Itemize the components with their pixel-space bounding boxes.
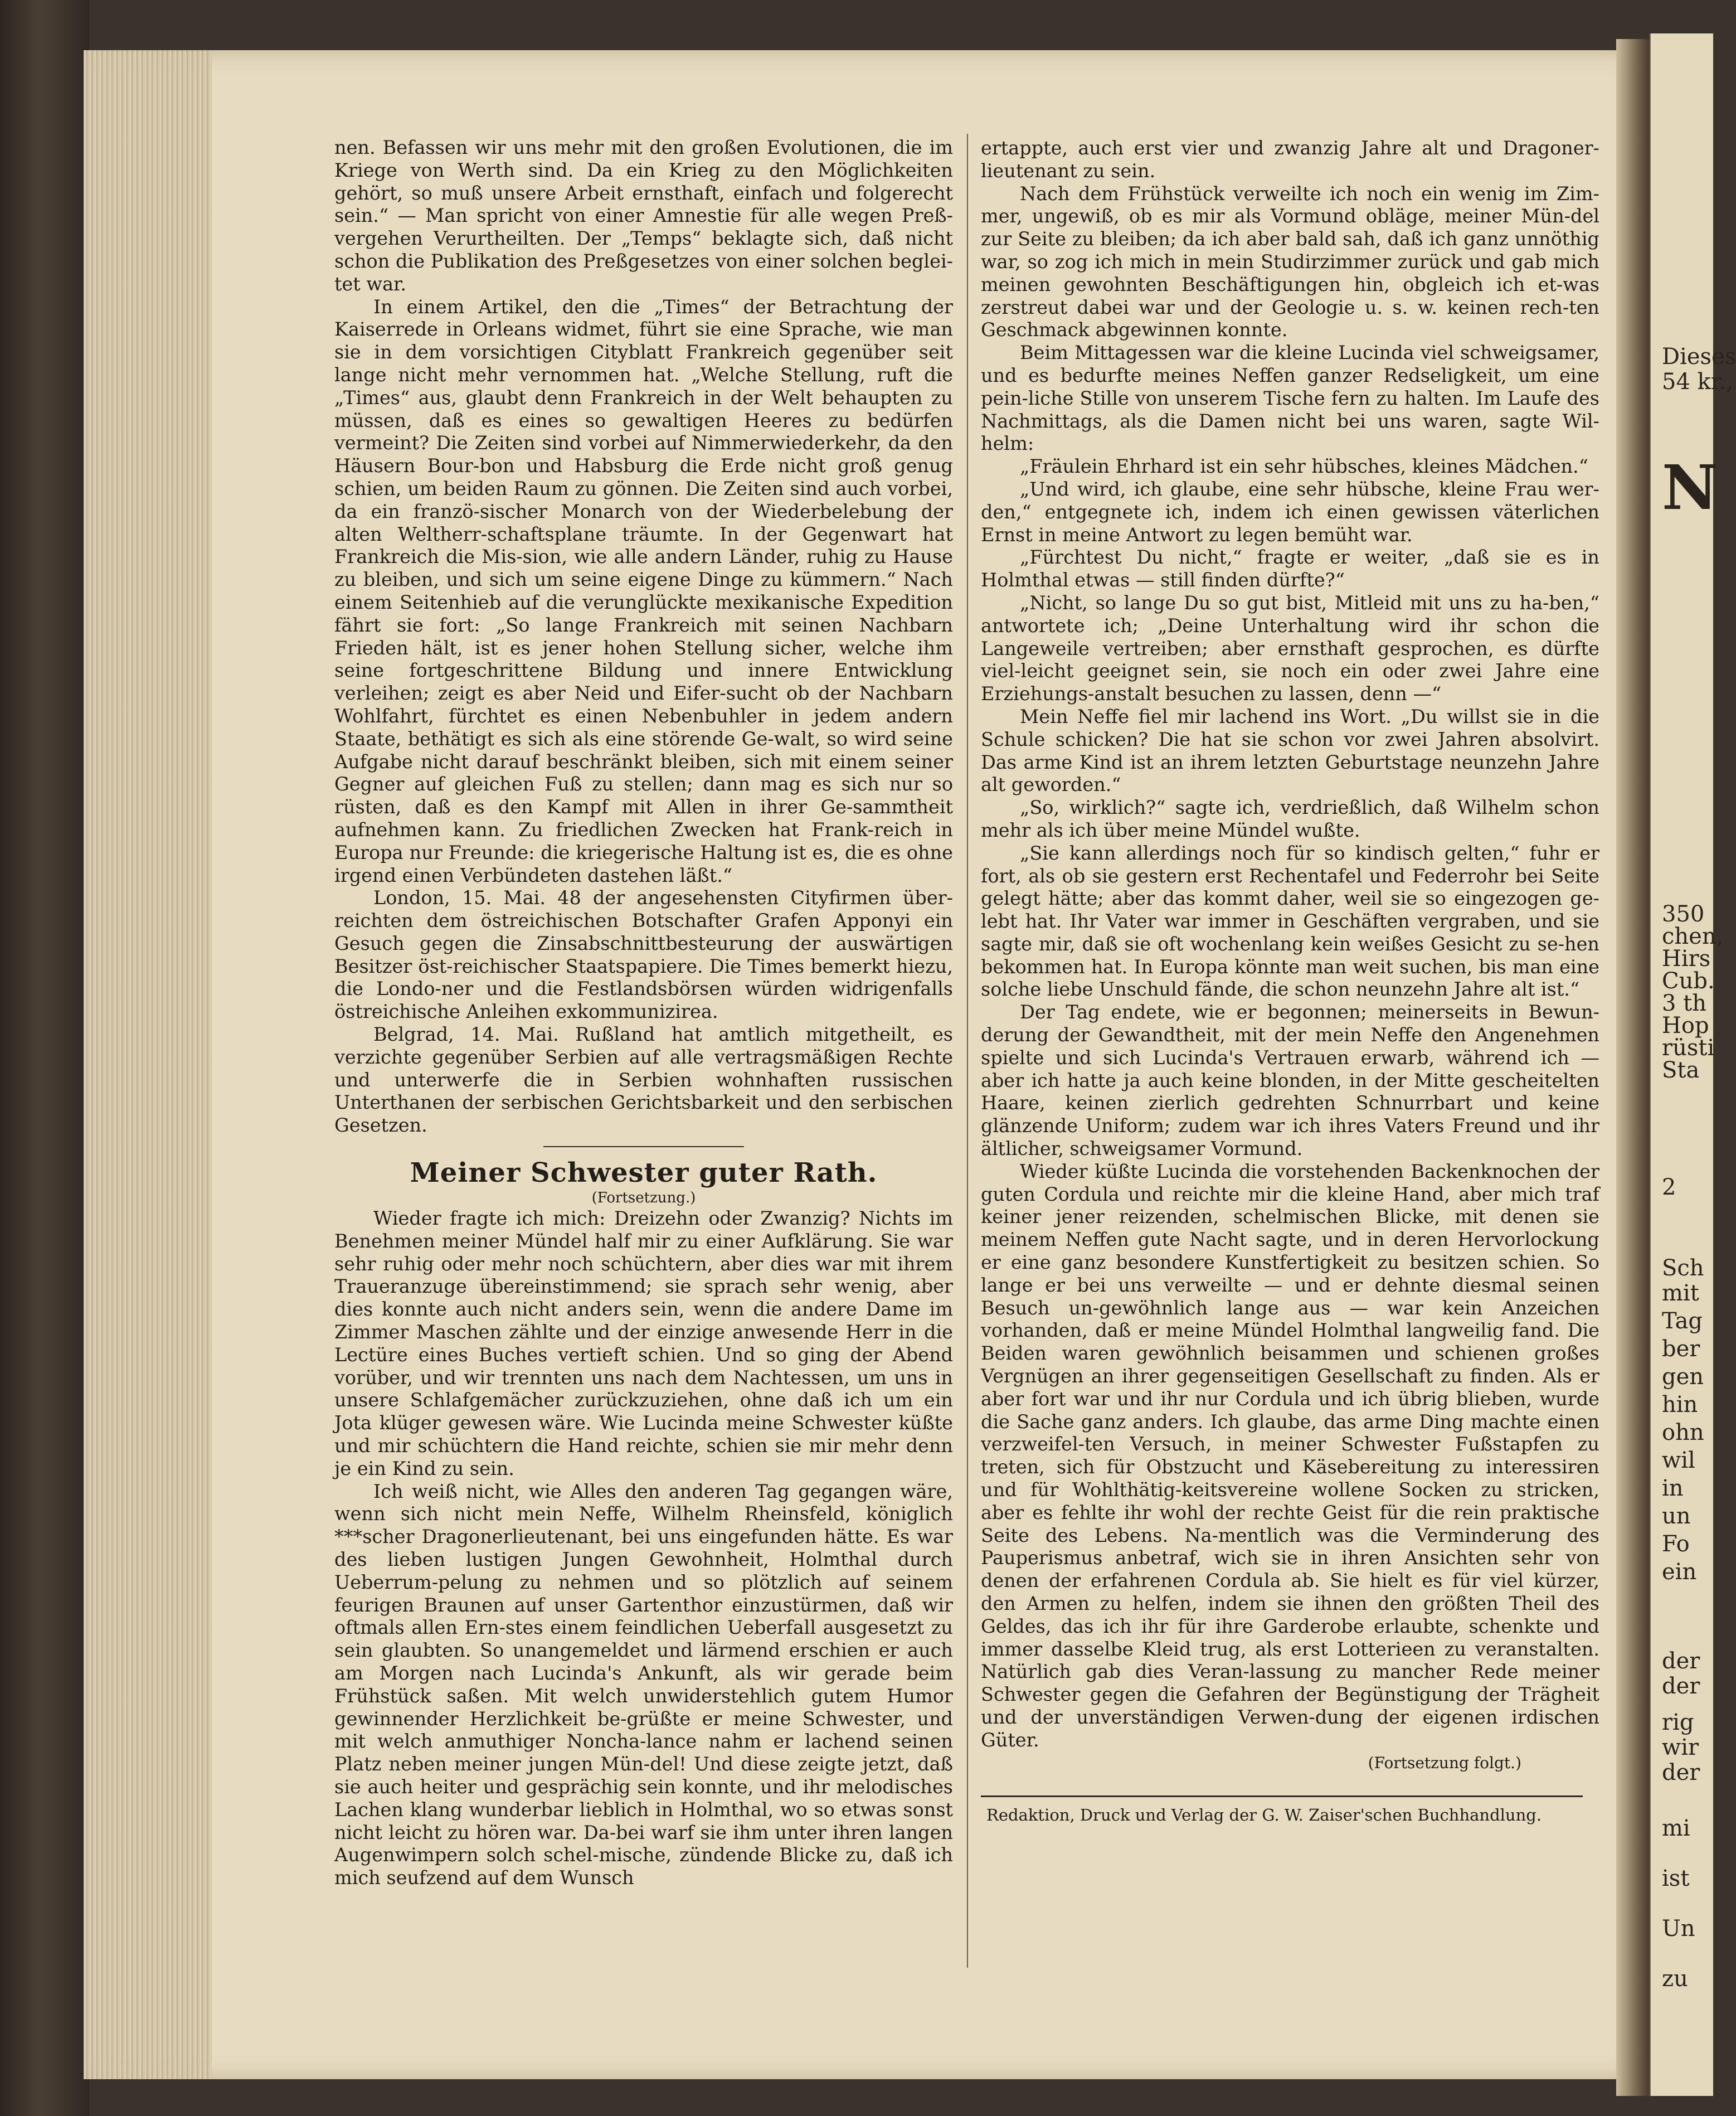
adjacent-page-fragment: Sta (1662, 1057, 1700, 1083)
story-paragraph: Mein Neffe fiel mir lachend ins Wort. „Du willst sie in die Schule schicken? Die hat sie schon vor zwei Jahren absolvirt. Das arme Kind ist an ihrem letzten Geburtstage neunzehn Jahre alt geworden.“ (981, 705, 1599, 796)
adjacent-page-fragment: Un (1662, 1916, 1695, 1942)
book-binding (0, 0, 89, 2116)
adjacent-page-fragment: der (1662, 1673, 1700, 1699)
continued-note: (Fortsetzung folgt.) (1368, 1753, 1521, 1772)
adjacent-page-fragment: un (1662, 1503, 1691, 1529)
adjacent-page-fragment: wil (1662, 1448, 1695, 1473)
adjacent-page-fragment: Cub. (1662, 968, 1715, 994)
adjacent-page-fragment: ist (1662, 1866, 1690, 1891)
story-paragraph: „Nicht, so lange Du so gut bist, Mitleid mit uns zu ha-ben,“ antwortete ich; „Deine Unterhaltung wird ihr schon die Langeweile vertreiben; aber ernsthaft gesprochen, es dürfte viel-leicht geeignet sein, sie noch ein oder zwei Jahre eine Erziehungs-anstalt besuchen zu lassen, denn —“ (981, 591, 1599, 705)
story-paragraph: „Fürchtest Du nicht,“ fragte er weiter, „daß sie es in Holmthal etwas — still finden dürfte?“ (981, 546, 1599, 591)
column-rule (967, 134, 968, 1968)
adjacent-page-fragment: Tag (1662, 1308, 1703, 1334)
story-paragraph: „Sie kann allerdings noch für so kindisch gelten,“ fuhr er fort, als ob sie gestern erst Rechentafel und Federrohr bei Seite gelegt hätte; aber das kommt daher, weil sie so eingezogen ge-lebt hat. Ihr Vater war immer in Geschäften vergraben, und sie sagte mir, daß sie oft wochenlang kein weißes Gesicht zu se-hen bekommen hat. In Europa könnte man weit suchen, bis man eine solche liebe Unschuld fände, die schon neunzehn Jahre alt ist.“ (981, 842, 1599, 1001)
story-paragraph: Der Tag endete, wie er begonnen; meinerseits in Bewun-derung der Gewandtheit, mit der mein Neffe den Angenehmen spielte und sich Lucinda's Vertrauen erwarb, während ich — aber ich hatte ja auch keine blonden, in der Mitte gescheitelten Haare, keinen zierlich gedrehten Schnurrbart und keine glänzende Uniform; zudem war ich ihres Vaters Freund und ihr ältlicher, schweigsamer Vormund. (981, 1001, 1599, 1160)
adjacent-page-fragment: wir (1662, 1735, 1699, 1760)
adjacent-page-fragment: 3 th (1662, 991, 1706, 1016)
adjacent-page-fragment: der (1662, 1760, 1700, 1785)
adjacent-page-fragment: N (1662, 452, 1718, 523)
news-paragraph: In einem Artikel, den die „Times“ der Betrachtung der Kaiserrede in Orleans widmet, führt sie eine Sprache, wie man sie in dem vorsichtigen Cityblatt Frankreich gegenüber seit lange nicht mehr vernommen hat. „Welche Stellung, ruft die „Times“ aus, glaubt denn Frankreich in der Welt behaupten zu müssen, daß es eines so gewaltigen Heeres zu bedürfen vermeint? Die Zeiten sind vorbei auf Nimmerwiederkehr, da den Häusern Bour-bon und Habsburg die Erde nicht groß genug schien, um beiden Raum zu gönnen. Die Zeiten sind auch vorbei, da ein franzö-sischer Monarch von der Wiederbelebung der alten Weltherr-schaftsplane träumte. In der Gegenwart hat Frankreich die Mis-sion, wie alle andern Länder, ruhig zu Hause zu bleiben, und sich um seine eigene Dinge zu kümmern.“ Nach einem Seitenhieb auf die verunglückte mexikanische Expedition fährt sie fort: „So lange Frankreich mit seinen Nachbarn Frieden hält, ist es jener hohen Stellung sicher, welche ihm seine fortgeschrittene Bildung und innere Entwicklung verleihen; zeigt es aber Neid und Eifer-sucht ob der Nachbarn Wohlfahrt, fürchtet es einen Nebenbuhler in jedem andern Staate, bethätigt es sich als eine störende Ge-walt, so wird seine Aufgabe nicht darauf beschränkt bleiben, sich mit einem seiner Gegner auf gleichen Fuß zu stellen; dann mag es sich nur so rüsten, daß es den Kampf mit Allen in ihrer Ge-sammtheit aufnehmen kann. Zu friedlichen Zwecken hat Frank-reich in Europa nur Freunde: die kriegerische Haltung ist es, die es ohne irgend einen Verbündeten dastehen läßt.“ (334, 295, 953, 886)
adjacent-page-fragment: ein (1662, 1559, 1697, 1585)
adjacent-page-fragment: ohn (1662, 1420, 1704, 1445)
story-paragraph: Wieder küßte Lucinda die vorstehenden Backenknochen der guten Cordula und reichte mir die kleine Hand, aber mich traf keiner jener reizenden, schelmischen Blicke, mit denen sie meinem Neffen gute Nacht sagte, und in deren Hervorlockung er eine ganz besondere Kunstfertigkeit zu besitzen schien. So lange er bei uns verweilte — und er dehnte diesmal seinen Besuch un-gewöhnlich lange aus — war kein Anzeichen vorhanden, daß er meine Mündel Holmthal langweilig fand. Die Beiden waren gewöhnlich beisammen und schienen großes Vergnügen an ihrer gegenseitigen Gesellschaft zu finden. Als er aber fort war und ihr nur Cordula und ich übrig blieben, wurde die Sache ganz anders. Ich glaube, das arme Ding machte einen verzweifel-ten Versuch, in meiner Schwester Fußstapfen zu treten, sich für Obstzucht und Käsebereitung zu interessiren und für Wohlthätig-keitsvereine wollene Socken zu stricken, aber es fehlte ihr wohl der rechte Geist für die rein praktische Seite des Lebens. Na-mentlich was die Verminderung des Pauperismus anbetraf, wich sie in ihren Ansichten sehr von denen der erfahrenen Cordula ab. Sie hielt es für viel kürzer, den Armen zu helfen, indem sie ihnen den größten Theil des Geldes, das ich ihr für ihre Garderobe erlaubte, schenkte und immer dasselbe Kleid trug, als erst Lotterieen zu veranstalten. Natürlich gab dies Veran-lassung zu mancher Rede meiner Schwester gegen die Gefahren der Begünstigung der Trägheit und der unverständigen Verwen-dung der eigenen irdischen Güter. (981, 1160, 1599, 1751)
adjacent-page-fragment: Hop (1662, 1013, 1709, 1038)
story-paragraph: Nach dem Frühstück verweilte ich noch ein wenig im Zim-mer, ungewiß, ob es mir als Vormund obläge, meiner Mün-del zur Seite zu bleiben; da ich aber bald sah, daß ich ganz unnöthig war, so zog ich mich in mein Studirzimmer zurück und gab mich meinen gewohnten Beschäftigungen hin, obgleich ich et-was zerstreut dabei war und der Geologie u. s. w. keinen rech-ten Geschmack abgewinnen konnte. (981, 182, 1599, 341)
story-paragraph: „Und wird, ich glaube, eine sehr hübsche, kleine Frau wer-den,“ entgegnete ich, indem ich einen gewissen väterlichen Ernst in meine Antwort zu legen bemüht war. (981, 478, 1599, 546)
adjacent-page-fragment: zu (1662, 1966, 1688, 1992)
adjacent-page-fragment: Fo (1662, 1531, 1690, 1557)
news-paragraph-belgrad: Belgrad, 14. Mai. Rußland hat amtlich mitgetheilt, es verzichte gegenüber Serbien auf alle vertragsmäßigen Rechte und unterwerfe die in Serbien wohnhaften russischen Unterthanen der serbischen Gerichtsbarkeit und den serbischen Gesetzen. (334, 1023, 953, 1137)
story-paragraph: Ich weiß nicht, wie Alles den anderen Tag gegangen wäre, wenn sich nicht mein Neffe, Wilhelm Rheinsfeld, königlich ***scher Dragonerlieutenant, bei uns eingefunden hätte. Es war des lieben lustigen Jungen Gewohnheit, Holmthal durch Ueberrum-pelung zu nehmen und so plötzlich auf seinem feurigen Braunen auf unser Gartenthor einzustürmen, daß wir oftmals allen Ern-stes einem feindlichen Ueberfall ausgesetzt zu sein glaubten. So unangemeldet und lärmend erschien er auch am Morgen nach Lucinda's Ankunft, als wir gerade beim Frühstück saßen. Mit welch unwiderstehlich gutem Humor gewinnender Herzlichkeit be-grüßte er meine Schwester, und mit welch anmuthiger Noncha-lance nahm er lachend seinen Platz neben meiner jungen Mün-del! Und diese zeigte jetzt, daß sie auch heiter und gesprächig sein konnte, und ihr melodisches Lachen klang wunderbar lieblich in Holmthal, wo so etwas sonst nicht leicht zu hören war. Da-bei warf sie ihm unter ihren langen Augenwimpern solch schel-mische, zündende Blicke zu, daß ich mich seufzend auf dem Wunsch (334, 1480, 953, 1889)
adjacent-page-fragment: mi (1662, 1816, 1690, 1841)
adjacent-page-fragment: Sch (1662, 1255, 1704, 1281)
story-paragraph: „Fräulein Ehrhard ist ein sehr hübsches, kleines Mädchen.“ (1020, 455, 1588, 478)
page-edges (84, 50, 212, 2079)
story-title: Meiner Schwester guter Rath. (410, 1157, 878, 1189)
left-column (334, 137, 953, 1890)
story-paragraph: ertappte, auch erst vier und zwanzig Jahre alt und Dragoner-lieutenant zu sein. (981, 137, 1599, 182)
right-column (981, 137, 1599, 1827)
adjacent-page-fragment: rig (1662, 1710, 1694, 1735)
news-paragraph-london: London, 15. Mai. 48 der angesehensten Cityfirmen über-reichten dem östreichischen Botschafter Grafen Apponyi ein Gesuch gegen die Zinsabschnittbesteurung der auswärtigen Besitzer öst-reichischer Staatspapiere. Die Times bemerkt hiezu, die Londo-ner und die Festlandsbörsen würden widrigenfalls östreichische Anleihen exkommunizirea. (334, 887, 953, 1023)
adjacent-page-fragment: ber (1662, 1336, 1700, 1362)
adjacent-page-fragment: Dieses (1662, 344, 1736, 370)
adjacent-page-fragment: in (1662, 1476, 1684, 1501)
story-paragraph: Wieder fragte ich mich: Dreizehn oder Zwanzig? Nichts im Benehmen meiner Mündel half mir zu einer Aufklärung. Sie war sehr ruhig oder mehr noch schüchtern, aber dies war mit ihrem Traueranzuge übereinstimmend; sie sprach sehr wenig, aber dies konnte auch nicht anders sein, wenn die andere Dame im Zimmer Maschen zählte und der einzige anwesende Herr in die Lectüre eines Buches vertieft schien. Und so ging der Abend vorüber, und wir trennten uns nach dem Nachtessen, um uns in unsere Schlafgemächer zurückzuziehen, ohne daß ich um ein Jota klüger gewesen wäre. Wie Lucinda meine Schwester küßte und mir schüchtern die Hand reichte, schien sie mir mehr denn je ein Kind zu sein. (334, 1207, 953, 1479)
adjacent-page-fragment: 2 (1662, 1175, 1676, 1200)
story-paragraph: Beim Mittagessen war die kleine Lucinda viel schweigsamer, und es bedurfte meines Neffen ganzer Redseligkeit, um eine pein-liche Stille von unserem Tische fern zu halten. Im Laufe des Nachmittags, als die Damen nicht bei uns waren, sagte Wil-helm: (981, 342, 1599, 455)
imprint: Redaktion, Druck und Verlag der G. W. Zaiser'schen Buchhandlung. (986, 1806, 1542, 1825)
adjacent-page-fragment: gen (1662, 1364, 1704, 1390)
adjacent-page-fragment: mit (1662, 1280, 1699, 1306)
news-paragraph: nen. Befassen wir uns mehr mit den großen Evolutionen, die im Kriege von Werth sind. Da ein Krieg zu den Möglichkeiten gehört, so muß unsere Arbeit ernsthaft, einfach und folgerecht sein.“ — Man spricht von einer Amnestie für alle wegen Preß-vergehen Verurtheilten. Der „Temps“ beklagte sich, daß nicht schon die Publikation des Preßgesetzes von einer solchen beglei-tet war. (334, 137, 953, 295)
adjacent-page-fragment: der (1662, 1648, 1700, 1674)
adjacent-page-fragment: Hirs (1662, 946, 1711, 972)
adjacent-page-fragment: rüsti (1662, 1035, 1715, 1061)
adjacent-page-fragment: 350 (1662, 901, 1705, 927)
adjacent-page-fragment: 54 kr., (1662, 369, 1734, 395)
adjacent-page-fragment: chen, (1662, 924, 1724, 949)
story-paragraph: „So, wirklich?“ sagte ich, verdrießlich, daß Wilhelm schon mehr als ich über meine Mündel wußte. (981, 797, 1599, 841)
adjacent-page-fragment: hin (1662, 1392, 1698, 1418)
imprint-rule (981, 1795, 1583, 1797)
section-divider (543, 1146, 744, 1147)
adjacent-page-edge (1650, 33, 1736, 2096)
story-subtitle: (Fortsetzung.) (591, 1190, 696, 1207)
